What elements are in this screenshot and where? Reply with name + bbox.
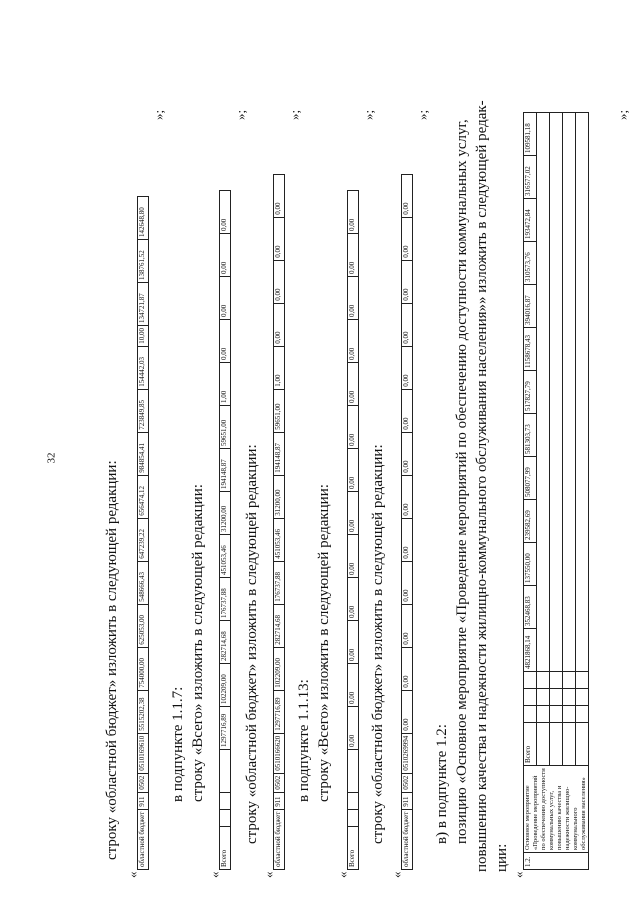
table-row — [524, 113, 537, 870]
table-cell: 0,00 — [402, 303, 413, 346]
table-cell: 4821868,14 — [524, 629, 537, 672]
closing-mark: »; — [415, 109, 430, 120]
table-cell: 0,00 — [274, 260, 285, 303]
table-cell: 0510166620 — [274, 733, 285, 773]
paragraph-8: в) в подпункте 1.2: — [434, 724, 450, 844]
table-cell: 0,00 — [348, 578, 359, 621]
table-cell: 59651,00 — [220, 406, 231, 449]
row-label: Всего — [524, 723, 537, 766]
table-cell — [563, 113, 576, 672]
table-cell — [537, 672, 550, 689]
table-cell: 154442,03 — [138, 346, 149, 389]
table-cell: 0,00 — [402, 260, 413, 303]
closing-mark: »; — [361, 109, 376, 120]
table-cell: 0,00 — [274, 174, 285, 217]
paragraph-5: в подпункте 1.1.13: — [296, 679, 312, 802]
table-cell: 0,00 — [402, 217, 413, 260]
table-cell: 508077,99 — [524, 457, 537, 500]
table-cell — [537, 723, 550, 766]
table-cell: 0,00 — [402, 647, 413, 690]
table-row — [550, 113, 563, 870]
table-cell: 0,00 — [402, 690, 413, 733]
table-cell: 0,00 — [402, 561, 413, 604]
table-cell: 1,00 — [274, 346, 285, 389]
table-cell: 0,00 — [348, 449, 359, 492]
table-cell: 1158678,43 — [524, 328, 537, 371]
table-cell — [537, 689, 550, 706]
table-row — [576, 113, 589, 870]
table-cell: 0,00 — [402, 475, 413, 518]
rotated-document — [95, 80, 640, 880]
table-row — [138, 196, 149, 869]
table-cell: 0502 — [274, 773, 285, 792]
table-regional-budget-1 — [137, 196, 149, 870]
table-cell: 394016,87 — [524, 285, 537, 328]
paragraph-2: в подпункте 1.1.7: — [170, 686, 186, 802]
open-quote: « — [389, 871, 404, 878]
table-cell — [550, 723, 563, 766]
table-cell: 0,00 — [348, 363, 359, 406]
table-cell: 352468,83 — [524, 586, 537, 629]
table-cell: 282714,68 — [220, 621, 231, 664]
table-cell: 1297716,89 — [274, 690, 285, 733]
paragraph-9a: позицию «Основное мероприятие «Проведение мероприятий по обеспечению доступности коммунальных услуг, — [454, 119, 470, 844]
open-quote: « — [125, 871, 140, 878]
table-cell: 451053,46 — [220, 535, 231, 578]
table-cell: 647239,22 — [138, 518, 149, 561]
table-cell: 0,00 — [348, 191, 359, 234]
table-cell — [524, 689, 537, 706]
table-cell: 581303,73 — [524, 414, 537, 457]
table-row — [348, 191, 359, 870]
table-cell: 0,00 — [348, 320, 359, 363]
table-cell: 1297716,89 — [220, 707, 231, 750]
paragraph-6: строку «Всего» изложить в следующей редакции: — [316, 484, 332, 802]
paragraph-9b: повышению качества и надежности жилищно-коммунального обслуживания населения»» изложить в следующей редак- — [474, 100, 490, 872]
table-cell: 0,00 — [220, 234, 231, 277]
table-cell: 0,00 — [402, 346, 413, 389]
table-cell: 984854,41 — [138, 432, 149, 475]
table-cell: 31200,00 — [274, 475, 285, 518]
table-cell: 0,00 — [402, 604, 413, 647]
paragraph-9c: ции: — [494, 843, 510, 872]
table-cell: 134721,87 — [138, 282, 149, 325]
table-regional-budget-2 — [273, 174, 285, 870]
event-description: Основное мероприятие «Проведение мероприятий по обеспечению доступности коммунальных услуг, повышению качества и надежности жилищно-коммунального обслуживания населения» — [524, 766, 589, 853]
table-cell — [576, 113, 589, 672]
table-cell: 723849,85 — [138, 389, 149, 432]
table-cell: 0,00 — [274, 217, 285, 260]
table-cell — [348, 793, 359, 810]
table-row — [537, 113, 550, 870]
table-cell: 911 — [274, 792, 285, 809]
table-cell: 176737,88 — [220, 578, 231, 621]
table-cell — [550, 689, 563, 706]
table-cell: 316577,02 — [524, 156, 537, 199]
open-quote: « — [207, 871, 222, 878]
table-cell — [576, 706, 589, 723]
table-cell: 517827,79 — [524, 371, 537, 414]
paragraph-4: строку «областной бюджет» изложить в следующей редакции: — [244, 444, 260, 844]
table-cell: 0,00 — [348, 707, 359, 750]
table-cell: 0,00 — [220, 277, 231, 320]
table-cell: 0510169610 — [138, 733, 149, 773]
table-cell: 0,00 — [220, 320, 231, 363]
open-quote: « — [261, 871, 276, 878]
table-cell — [550, 706, 563, 723]
table-cell: областной бюджет — [274, 809, 285, 869]
table-cell: 0,00 — [348, 406, 359, 449]
table-cell: 451053,46 — [274, 518, 285, 561]
page-number: 32 — [45, 452, 58, 464]
table-cell — [537, 113, 550, 672]
table-cell: 0502 — [402, 773, 413, 792]
table-cell: 911 — [402, 792, 413, 809]
table-cell — [563, 706, 576, 723]
table-cell — [220, 810, 231, 827]
table-cell: областной бюджет — [138, 809, 149, 869]
table-row — [220, 191, 231, 870]
table-cell — [348, 810, 359, 827]
table-cell — [563, 723, 576, 766]
table-cell: 310573,76 — [524, 242, 537, 285]
table-cell: 911 — [138, 792, 149, 809]
table-cell: 625053,00 — [138, 604, 149, 647]
table-cell — [550, 672, 563, 689]
table-cell: 754000,00 — [138, 647, 149, 690]
table-cell: 31200,00 — [220, 492, 231, 535]
closing-mark: »; — [287, 109, 302, 120]
table-cell: 282714,68 — [274, 604, 285, 647]
table-cell: Всего — [220, 827, 231, 870]
table-cell — [220, 750, 231, 793]
item-number: 1.2. — [524, 853, 589, 870]
table-cell: 193472,84 — [524, 199, 537, 242]
table-cell: 0,00 — [348, 234, 359, 277]
table-cell: 0,00 — [220, 191, 231, 234]
table-cell: 0,00 — [402, 389, 413, 432]
closing-mark: »; — [615, 109, 630, 120]
table-cell — [563, 672, 576, 689]
table-cell — [348, 750, 359, 793]
table-cell — [220, 793, 231, 810]
table-cell: 0,00 — [348, 492, 359, 535]
table-cell: Всего — [348, 827, 359, 870]
table-total-2 — [347, 190, 359, 870]
table-cell: 142648,80 — [138, 196, 149, 239]
table-main-event-1-2 — [523, 112, 589, 870]
closing-mark: »; — [151, 109, 166, 120]
table-cell — [576, 723, 589, 766]
table-cell: 137550,00 — [524, 543, 537, 586]
table-cell: 0,00 — [348, 277, 359, 320]
table-cell: 102209,00 — [220, 664, 231, 707]
table-cell: 0,00 — [348, 621, 359, 664]
paragraph-1: строку «областной бюджет» изложить в следующей редакции: — [104, 460, 120, 860]
table-cell: 239582,69 — [524, 500, 537, 543]
table-cell: 0,00 — [402, 432, 413, 475]
table-total-1 — [219, 190, 231, 870]
closing-mark: »; — [233, 109, 248, 120]
table-cell: 548666,43 — [138, 561, 149, 604]
table-cell — [563, 689, 576, 706]
table-cell: 0,00 — [402, 518, 413, 561]
paragraph-7: строку «областной бюджет» изложить в следующей редакции: — [370, 444, 386, 844]
table-cell: 0510269994 — [402, 733, 413, 773]
table-cell — [524, 672, 537, 689]
table-cell: 0,00 — [402, 174, 413, 217]
table-cell: 176737,88 — [274, 561, 285, 604]
table-cell: 194148,87 — [274, 432, 285, 475]
table-cell — [550, 113, 563, 672]
table-row — [563, 113, 576, 870]
table-cell: 0,00 — [274, 303, 285, 346]
paragraph-3: строку «Всего» изложить в следующей редакции: — [190, 484, 206, 802]
table-cell: 138761,52 — [138, 239, 149, 282]
table-cell: 102209,00 — [274, 647, 285, 690]
table-cell: 1,00 — [220, 363, 231, 406]
table-row — [274, 174, 285, 869]
table-regional-budget-3 — [401, 174, 413, 870]
table-cell — [537, 706, 550, 723]
table-row — [402, 174, 413, 869]
table-cell: 109581,18 — [524, 113, 537, 156]
table-cell: 0,00 — [348, 535, 359, 578]
table-cell: 10,00 — [138, 325, 149, 346]
table-cell: 5515202,38 — [138, 690, 149, 733]
table-cell — [576, 672, 589, 689]
open-quote: « — [335, 871, 350, 878]
table-cell: 59651,00 — [274, 389, 285, 432]
table-cell — [576, 689, 589, 706]
table-cell: 0,00 — [348, 664, 359, 707]
table-cell — [524, 706, 537, 723]
table-cell: 0502 — [138, 773, 149, 792]
table-cell: 194148,87 — [220, 449, 231, 492]
table-cell: областной бюджет — [402, 809, 413, 869]
table-cell: 656474,12 — [138, 475, 149, 518]
open-quote: « — [511, 871, 526, 878]
